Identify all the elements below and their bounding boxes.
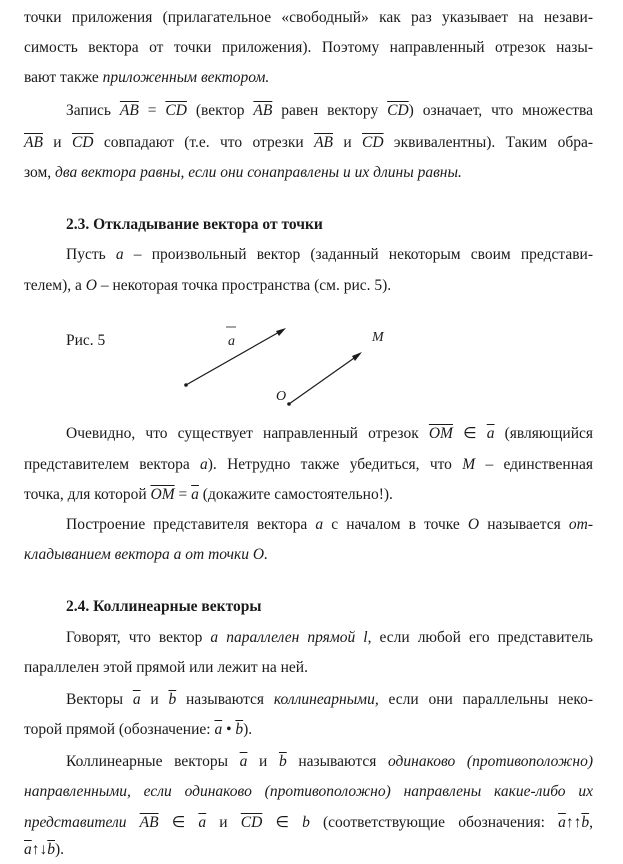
- vector-OM-arrow: [289, 356, 357, 404]
- text-line: точка, для которой $\overline{OM} = \overline{a}$ (докажите самостоятельно!).: [24, 486, 393, 503]
- text-line: торой прямой (обозначение: $\overline{a}$ • $\overline{b}$).: [24, 721, 253, 738]
- text-line: $\overline{AB}$ и $\overline{CD}$ совпадают (т.е. что отрезки $\overline{AB}$ и $\overline{CD}$ эквивалентны). Таким обра-: [24, 134, 593, 151]
- text-line: Пусть a – произвольный вектор (заданный некоторым своим представи-: [66, 246, 593, 263]
- text-line: Запись $\overline{AB} = \overline{CD}$ (вектор $\overline{AB}$ равен вектору $\overline{CD}$) означает, что множества: [66, 102, 593, 119]
- figure-caption: Рис. 5: [66, 332, 106, 349]
- text-line: представителем вектора a). Нетрудно также убедиться, что M – единственная: [24, 456, 594, 473]
- figure-label-a: a: [228, 334, 235, 349]
- start-point: [184, 383, 188, 387]
- section-heading: 2.3. Откладывание вектора от точки: [66, 216, 323, 233]
- text-line: Построение представителя вектора a с началом в точке O называется от-: [66, 516, 593, 533]
- text-line: Очевидно, что существует направленный отрезок $\overline{OM}$ ∈ $\overline{a}$ (являющийся: [66, 425, 593, 442]
- text-line: симость вектора от точки приложения). Поэтому направленный отрезок назы-: [24, 39, 593, 56]
- text-line: представители $\overline{AB}$ ∈ $\overline{a}$ и $\overline{CD}$ ∈ b (соответствующие обозначения: $\overline{a}↑↑\overline{b}$,: [24, 814, 593, 831]
- text-line: зом, два вектора равны, если они сонаправлены и их длины равны.: [24, 164, 462, 181]
- arrowhead: [276, 328, 286, 336]
- text-line: $\overline{a}↑↓\overline{b}$).: [24, 841, 65, 858]
- text-line: вают также приложенным вектором.: [24, 69, 270, 86]
- text-line: Векторы $\overline{a}$ и $\overline{b}$ называются коллинеарными, если они параллельны неко-: [66, 691, 594, 708]
- text-line: кладыванием вектора a от точки O.: [24, 546, 268, 563]
- text-line: параллелен этой прямой или лежит на ней.: [24, 659, 308, 676]
- text-line: точки приложения (прилагательное «свободный» как раз указывает на незави-: [24, 9, 593, 26]
- arrowhead: [352, 352, 362, 361]
- figure-label-O: O: [276, 389, 287, 404]
- text-line: телем), а O – некоторая точка пространства (см. рис. 5).: [24, 277, 392, 294]
- section-heading: 2.4. Коллинеарные векторы: [66, 598, 262, 615]
- point-O: [287, 402, 291, 406]
- text-line: направленными, если одинаково (противоположно) направлены какие-либо их: [24, 783, 593, 800]
- text-line: Говорят, что вектор a параллелен прямой l, если любой его представитель: [66, 629, 594, 646]
- figure-label-M: M: [372, 330, 384, 345]
- text-line: Коллинеарные векторы $\overline{a}$ и $\overline{b}$ называются одинаково (противоположно): [66, 753, 593, 770]
